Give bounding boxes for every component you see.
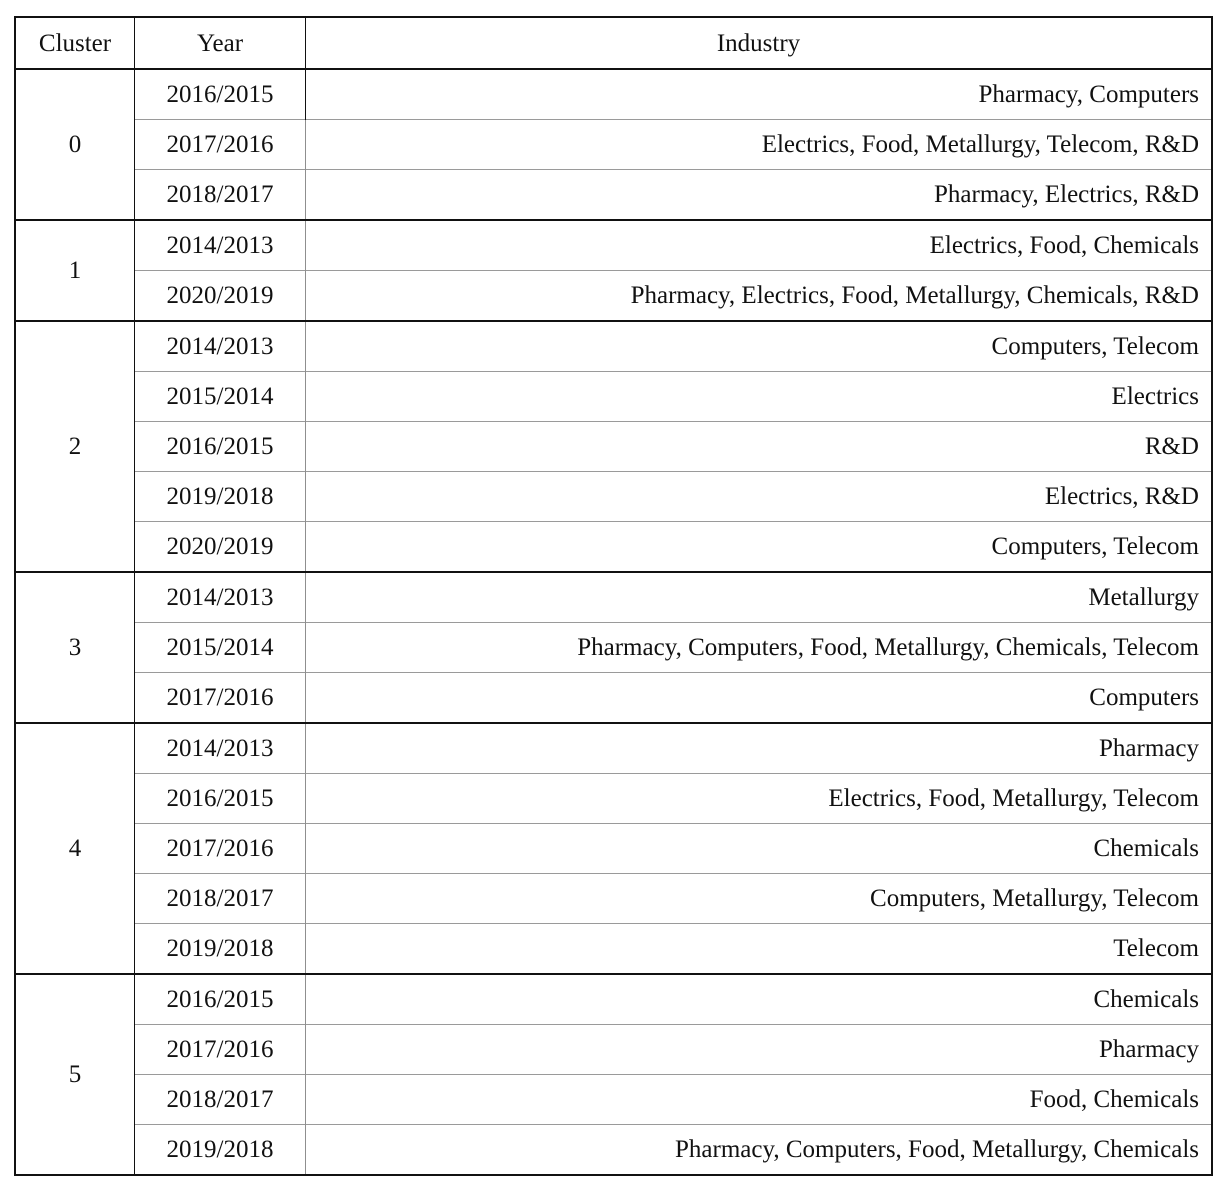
year-cell: 2016/2015 (135, 69, 306, 120)
table-body (15, 69, 1212, 1175)
industry-cell: Chemicals (306, 824, 1213, 874)
year-cell: 2018/2017 (135, 1075, 306, 1125)
table-row (15, 69, 1212, 120)
industry-cell: Electrics, Food, Metallurgy, Telecom (306, 774, 1213, 824)
industry-cell: Pharmacy, Electrics, Food, Metallurgy, Chemicals, R&D (306, 271, 1213, 322)
table-row (15, 623, 1212, 673)
industry-cell: Metallurgy (306, 572, 1213, 623)
year-cell: 2019/2018 (135, 924, 306, 975)
column-header-year: Year (135, 17, 306, 69)
table-row (15, 774, 1212, 824)
year-cell: 2015/2014 (135, 372, 306, 422)
industry-cell: Pharmacy, Computers, Food, Metallurgy, Chemicals, Telecom (306, 623, 1213, 673)
table-row (15, 824, 1212, 874)
year-cell: 2014/2013 (135, 723, 306, 774)
industry-cell: Electrics, R&D (306, 472, 1213, 522)
year-cell: 2017/2016 (135, 1025, 306, 1075)
year-cell: 2020/2019 (135, 522, 306, 573)
year-cell: 2014/2013 (135, 321, 306, 372)
industry-cell: R&D (306, 422, 1213, 472)
year-cell: 2018/2017 (135, 874, 306, 924)
industry-cell: Pharmacy (306, 1025, 1213, 1075)
table-row (15, 522, 1212, 573)
table-row (15, 321, 1212, 372)
table-row (15, 220, 1212, 271)
year-cell: 2017/2016 (135, 120, 306, 170)
cluster-cell: 1 (15, 220, 135, 321)
table-row (15, 120, 1212, 170)
industry-cell: Pharmacy (306, 723, 1213, 774)
table-row (15, 1075, 1212, 1125)
year-cell: 2016/2015 (135, 422, 306, 472)
year-cell: 2019/2018 (135, 1125, 306, 1176)
year-cell: 2019/2018 (135, 472, 306, 522)
year-cell: 2020/2019 (135, 271, 306, 322)
table-row (15, 1125, 1212, 1176)
table-row (15, 572, 1212, 623)
table-row (15, 372, 1212, 422)
table-row (15, 673, 1212, 724)
industry-cell: Computers, Telecom (306, 321, 1213, 372)
industry-cell: Electrics (306, 372, 1213, 422)
table-row (15, 723, 1212, 774)
table-row (15, 974, 1212, 1025)
table-row (15, 271, 1212, 322)
table-row (15, 472, 1212, 522)
year-cell: 2016/2015 (135, 974, 306, 1025)
cluster-cell: 2 (15, 321, 135, 572)
table-row (15, 1025, 1212, 1075)
industry-cell: Chemicals (306, 974, 1213, 1025)
cluster-cell: 4 (15, 723, 135, 974)
header-row (15, 17, 1212, 69)
year-cell: 2018/2017 (135, 170, 306, 221)
year-cell: 2014/2013 (135, 220, 306, 271)
year-cell: 2017/2016 (135, 673, 306, 724)
table-row (15, 422, 1212, 472)
cluster-cell: 5 (15, 974, 135, 1175)
column-header-cluster: Cluster (15, 17, 135, 69)
industry-cell: Computers (306, 673, 1213, 724)
table-row (15, 170, 1212, 221)
column-header-industry: Industry (306, 17, 1213, 69)
cluster-cell: 0 (15, 69, 135, 220)
industry-cell: Electrics, Food, Chemicals (306, 220, 1213, 271)
cluster-cell: 3 (15, 572, 135, 723)
year-cell: 2016/2015 (135, 774, 306, 824)
industry-cell: Pharmacy, Computers (978, 81, 1199, 108)
cluster-industry-table (14, 16, 1213, 1176)
industry-cell: Electrics, Food, Metallurgy, Telecom, R&D (306, 120, 1213, 170)
industry-cell: Pharmacy, Computers, Food, Metallurgy, Chemicals (306, 1125, 1213, 1176)
industry-cell: Computers, Telecom (306, 522, 1213, 573)
industry-cell: Telecom (306, 924, 1213, 975)
table-row (15, 924, 1212, 975)
year-cell: 2014/2013 (135, 572, 306, 623)
industry-cell: Computers, Metallurgy, Telecom (306, 874, 1213, 924)
year-cell: 2017/2016 (135, 824, 306, 874)
table-header (15, 17, 1212, 69)
table-row (15, 874, 1212, 924)
industry-cell: Pharmacy, Electrics, R&D (306, 170, 1213, 221)
industry-cell: Food, Chemicals (306, 1075, 1213, 1125)
year-cell: 2015/2014 (135, 623, 306, 673)
